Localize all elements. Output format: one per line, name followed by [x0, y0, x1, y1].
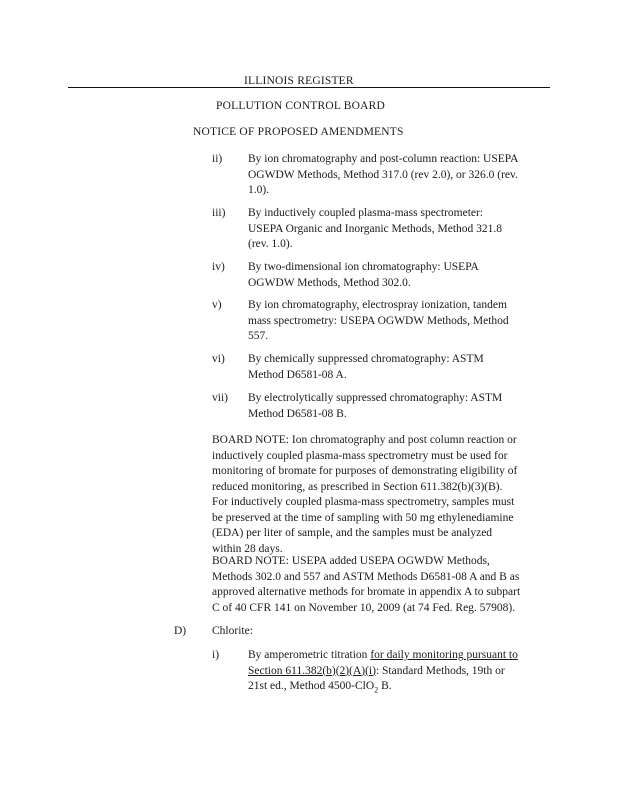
item-line: (rev. 1.0).	[248, 238, 293, 250]
note-line: BOARD NOTE: Ion chromatography and post column reaction or	[212, 434, 517, 446]
note-line: BOARD NOTE: USEPA added USEPA OGWDW Methods,	[212, 555, 490, 567]
item-number: iv)	[212, 261, 225, 273]
note-line: monitoring of bromate for purposes of demonstrating eligibility of	[212, 465, 518, 477]
item-line: OGWDW Methods, Method 317.0 (rev 2.0), or 326.0 (rev.	[248, 168, 518, 181]
note-line: Methods 302.0 and 557 and ASTM Methods D6581-08 A and B as	[212, 570, 520, 583]
board-title: POLLUTION CONTROL BOARD	[216, 100, 386, 112]
item-line: Section 611.382(b)(2)(A)(i): Standard Methods, 19th or	[248, 664, 505, 677]
note-line: (EDA) per liter of sample, and the samples must be analyzed	[212, 527, 493, 539]
item-line: By inductively coupled plasma-mass spectrometer:	[248, 207, 484, 219]
item-line: 21st ed., Method 4500-ClO$_2$ B.	[248, 680, 392, 695]
item-line: By two-dimensional ion chromatography: USEPA	[248, 261, 479, 273]
board-note	[212, 554, 542, 616]
item-line: USEPA Organic and Inorganic Methods, Method 321.8	[248, 222, 503, 235]
item-line: By electrolytically suppressed chromatography: ASTM	[248, 392, 503, 404]
item-line: By amperometric titration for daily monitoring pursuant to	[248, 649, 518, 661]
note-line: C of 40 CFR 141 on November 10, 2009 (at 74 Fed. Reg. 57908).	[212, 601, 516, 614]
section-letter: D)	[174, 625, 187, 637]
item-line: By chemically suppressed chromatography: ASTM	[248, 353, 484, 365]
item-line: 557.	[248, 330, 269, 342]
register-title: ILLINOIS REGISTER	[244, 75, 354, 87]
item-line: By ion chromatography, electrospray ionization, tandem	[248, 299, 507, 311]
note-line: For inductively coupled plasma-mass spectrometry, samples must	[212, 496, 515, 508]
item-line: By ion chromatography and post-column reaction: USEPA	[248, 153, 519, 165]
item-line: OGWDW Methods, Method 302.0.	[248, 276, 411, 289]
note-line: approved alternative methods for bromate in appendix A to subpart	[212, 586, 521, 598]
item-line: mass spectrometry: USEPA OGWDW Methods, Method	[248, 314, 509, 327]
note-line: inductively coupled plasma-mass spectrometry must be used for	[212, 449, 508, 462]
item-number: ii)	[212, 153, 223, 165]
note-line: be preserved at the time of sampling with 50 mg ethylenediamine	[212, 511, 514, 524]
item-line: Method D6581-08 A.	[248, 368, 347, 381]
item-number: i)	[212, 649, 220, 661]
note-line: within 28 days.	[212, 542, 283, 555]
board-note	[212, 433, 542, 557]
section-label: Chlorite:	[212, 625, 253, 637]
header-rule	[68, 87, 550, 88]
item-line: 1.0).	[248, 184, 270, 196]
note-line: reduced monitoring, as prescribed in Section 611.382(b)(3)(B).	[212, 480, 503, 493]
notice-title: NOTICE OF PROPOSED AMENDMENTS	[193, 126, 404, 138]
item-number: v)	[212, 299, 222, 311]
item-number: vi)	[212, 353, 225, 365]
item-line: Method D6581-08 B.	[248, 407, 347, 420]
item-number: vii)	[212, 392, 228, 404]
item-number: iii)	[212, 207, 226, 219]
